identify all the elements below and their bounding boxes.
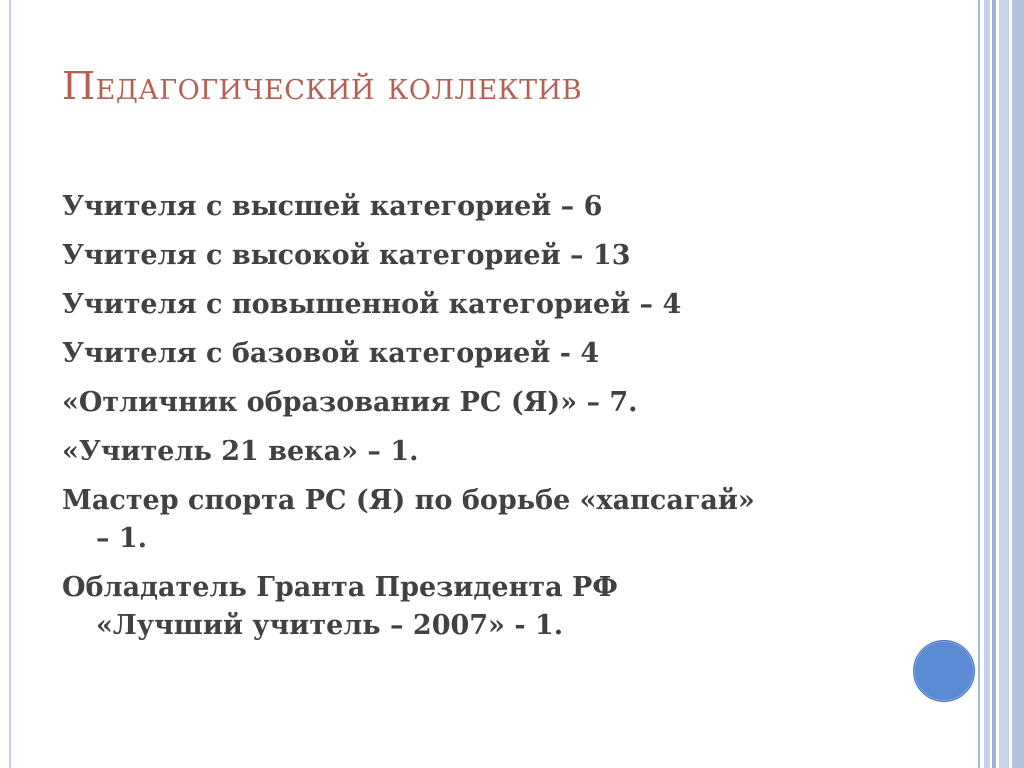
- right-frame-stripe: [1012, 0, 1024, 768]
- left-frame-line: [9, 0, 11, 768]
- right-frame-stripe: [978, 0, 980, 768]
- right-frame-stripe: [999, 0, 1009, 768]
- list-item-text: Обладатель Гранта Президента РФ: [62, 572, 618, 603]
- list-item: [62, 335, 902, 373]
- list-item-continuation: «Лучший учитель – 2007» - 1.: [96, 610, 564, 641]
- list-item: [62, 237, 902, 275]
- list-item: [62, 482, 902, 558]
- right-frame-stripe: [984, 0, 990, 768]
- decorative-circle: [913, 640, 975, 702]
- list-item-text: Учителя с повышенной категорией – 4: [62, 289, 682, 320]
- list-item-text: Учителя с высокой категорией – 13: [62, 240, 631, 271]
- list-item-continuation: – 1.: [96, 523, 148, 554]
- list-item-text: «Учитель 21 века» – 1.: [62, 436, 419, 467]
- list-item: [62, 433, 902, 471]
- list-item: [62, 569, 902, 645]
- slide-title: Педагогический коллектив: [62, 64, 583, 108]
- list-item: [62, 384, 902, 422]
- list-item-text: Учителя с базовой категорией - 4: [62, 338, 600, 369]
- content-list: [62, 188, 902, 656]
- list-item: [62, 188, 902, 226]
- list-item: [62, 286, 902, 324]
- right-frame-stripe: [992, 0, 996, 768]
- list-item-text: «Отличник образования РС (Я)» – 7.: [62, 387, 638, 418]
- list-item-text: Мастер спорта РС (Я) по борьбе «хапсагай»: [62, 485, 755, 516]
- list-item-text: Учителя с высшей категорией – 6: [62, 191, 603, 222]
